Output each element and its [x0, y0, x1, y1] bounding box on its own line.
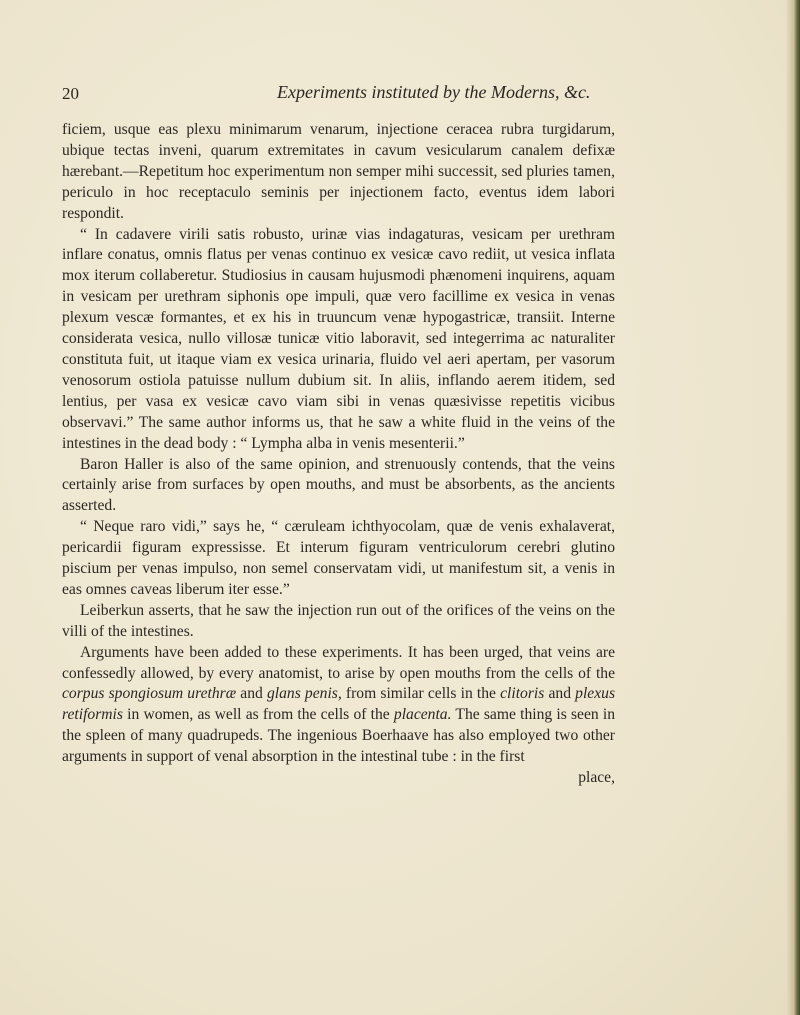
text-run: from similar cells in the	[341, 685, 501, 703]
catchword: place,	[578, 769, 615, 787]
paragraph-1: ficiem, usque eas plexu minimarum venarum, injectione ceracea rubra turgidarum, ubique tectas inveni, quarum extremitates in cavum vesicularum canalem defixæ hærebant.—Repetitum hoc experimentum non semper mihi successit, sed pluries tamen, periculo in hoc receptaculo seminis per injectionem facto, eventus idem labori respondit.	[62, 121, 615, 222]
body-text	[62, 120, 615, 789]
text-run: The same thing is seen in the spleen of many quadrupeds. The ingenious Boerhaave has also employed two other arguments in support of venal absorption in the intestinal tube : in the first	[62, 706, 616, 766]
italic-term: clitoris	[500, 685, 545, 703]
text-run: and	[236, 685, 267, 703]
paragraph-5: Leiberkun asserts, that he saw the injection run out of the orifices of the veins on the villi of the intestines.	[62, 601, 615, 640]
italic-term: glans penis,	[266, 685, 342, 703]
page-number: 20	[62, 84, 79, 103]
text-run: in women, as well as from the cells of the	[122, 706, 394, 724]
paragraph-3: Baron Haller is also of the same opinion, and strenuously contends, that the veins certainly arise from surfaces by open mouths, and must be absorbents, as the ancients asserted.	[62, 455, 615, 515]
italic-term: plexus retiformis	[62, 685, 616, 724]
page-header	[62, 84, 622, 106]
running-head: Experiments instituted by the Moderns, &c.	[277, 82, 591, 102]
text-run: Arguments have been added to these experiments. It has been urged, that veins are confessedly allowed, by every anatomist, to arise by open mouths from the cells of the	[62, 643, 615, 682]
paragraph-6	[62, 643, 615, 768]
page-edge	[786, 0, 800, 1015]
italic-term: corpus spongiosum urethræ	[62, 685, 237, 703]
text-run: and	[544, 685, 576, 703]
paragraph-2: “ In cadavere virili satis robusto, urinæ vias indagaturas, vesicam per urethram inflare conatus, omnis flatus per venas continuo ex vesicæ cavo rediit, ut vesica inflata mox iterum collaberetur. Studiosius in causam hujusmodi phænomeni inquirens, aquam in vesicam per urethram siphonis ope impuli, quæ vero facillime ex vesica in venas plexum vescæ formantes, et ex his in truuncum venæ hypogastricæ, transiit. Interne considerata vesica, nullo villosæ tunicæ vitio laboravit, sed integerrima ac naturaliter constituta fuit, ut itaque viam ex vesica urinaria, fluido vel aeri apertam, per vasorum venosorum ostiola patuisse nullum dubium sit. In aliis, inflando aerem itidem, sed lentius, per vasa ex vesicæ cavo viam sibi in venas quæsivisse repetitis vicibus observavi.” The same author informs us, that he saw a white fluid in the veins of the intestines in the dead body : “ Lympha alba in venis mesenterii.”	[62, 225, 615, 452]
italic-term: placenta.	[393, 706, 452, 724]
paragraph-4: “ Neque raro vidi,” says he, “ cæruleam ichthyocolam, quæ de venis exhalaverat, pericardii figuram expressisse. Et interum figuram ventriculorum cerebri glutino piscium per venas impulso, non semel conservatam vidi, ut manifestum sit, a venis in eas omnes caveas liberum iter esse.”	[62, 518, 615, 598]
